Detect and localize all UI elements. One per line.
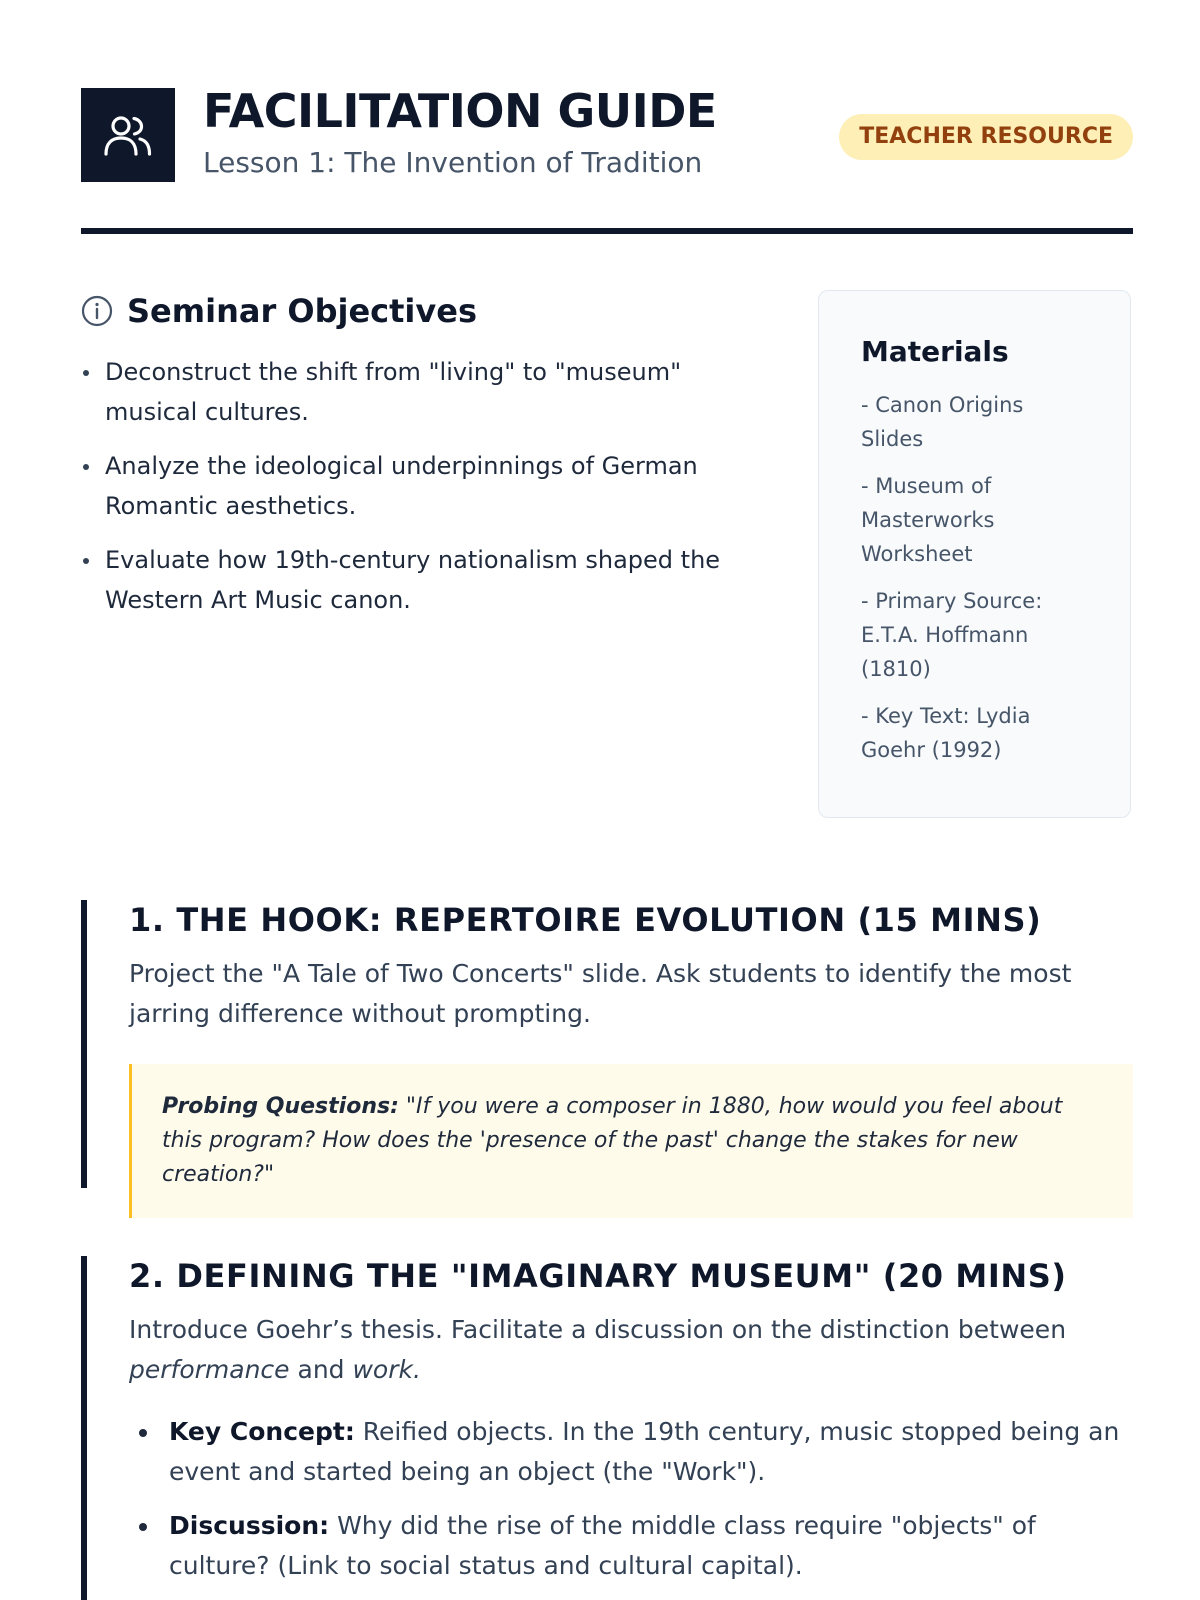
- callout-text: "If you were a composer in 1880, how would you feel about this program? How does the 'presence of the past' change the stakes for new creation?": [162, 1094, 1063, 1187]
- material-item: - Museum of Masterworks Worksheet: [861, 474, 995, 566]
- concept-item: [129, 1506, 1133, 1586]
- logo: [81, 88, 175, 182]
- body-text: Introduce Goehr’s thesis. Facilitate a discussion on the distinction between: [129, 1315, 1067, 1344]
- page-title: FACILITATION GUIDE: [203, 84, 717, 138]
- section-hook-body: Project the "A Tale of Two Concerts" slide. Ask students to identify the most jarring difference without prompting.: [129, 959, 1072, 1028]
- objective-item: Evaluate how 19th-century nationalism shaped the Western Art Music canon.: [81, 540, 761, 620]
- body-emphasis: performance: [129, 1355, 290, 1384]
- materials-heading: Materials: [861, 335, 1009, 368]
- lesson-subtitle: Lesson 1: The Invention of Tradition: [203, 146, 703, 179]
- teacher-resource-badge: TEACHER RESOURCE: [839, 114, 1133, 160]
- concept-label: Discussion:: [169, 1511, 330, 1540]
- concept-list: [129, 1412, 1133, 1586]
- callout-label: Probing Questions:: [162, 1094, 399, 1119]
- header-divider: [81, 228, 1133, 234]
- objectives-heading-row: [81, 292, 761, 330]
- materials-card: [818, 290, 1131, 818]
- objective-item: Analyze the ideological underpinnings of German Romantic aesthetics.: [81, 446, 761, 526]
- seminar-objectives: [81, 292, 761, 634]
- section-museum-heading: 2. DEFINING THE "IMAGINARY MUSEUM" (20 MINS): [129, 1257, 1067, 1295]
- info-icon: [81, 295, 113, 327]
- objectives-list: [81, 352, 761, 620]
- concept-label: Key Concept:: [169, 1417, 355, 1446]
- material-item: - Canon Origins Slides: [861, 393, 1024, 451]
- material-item: - Primary Source: E.T.A. Hoffmann (1810): [861, 589, 1043, 681]
- section-museum-body: [129, 1310, 1133, 1390]
- body-emphasis: work.: [352, 1355, 421, 1384]
- objective-item: Deconstruct the shift from "living" to "museum" musical cultures.: [81, 352, 761, 432]
- probing-questions-callout: [129, 1064, 1133, 1218]
- section-hook-heading: 1. THE HOOK: REPERTOIRE EVOLUTION (15 MINS): [129, 901, 1042, 939]
- users-icon: [102, 109, 154, 161]
- section-hook: [81, 900, 1133, 1188]
- objectives-heading: Seminar Objectives: [127, 292, 477, 330]
- body-text: and: [289, 1355, 353, 1384]
- header: [81, 84, 1133, 236]
- section-imaginary-museum: [81, 1256, 1133, 1600]
- concept-text: Why did the rise of the middle class require "objects" of culture? (Link to social status and cultural capital).: [169, 1511, 1036, 1580]
- concept-item: [129, 1412, 1133, 1492]
- material-item: - Key Text: Lydia Goehr (1992): [861, 704, 1031, 762]
- concept-text: Reified objects. In the 19th century, music stopped being an event and started being an object (the "Work").: [169, 1417, 1120, 1486]
